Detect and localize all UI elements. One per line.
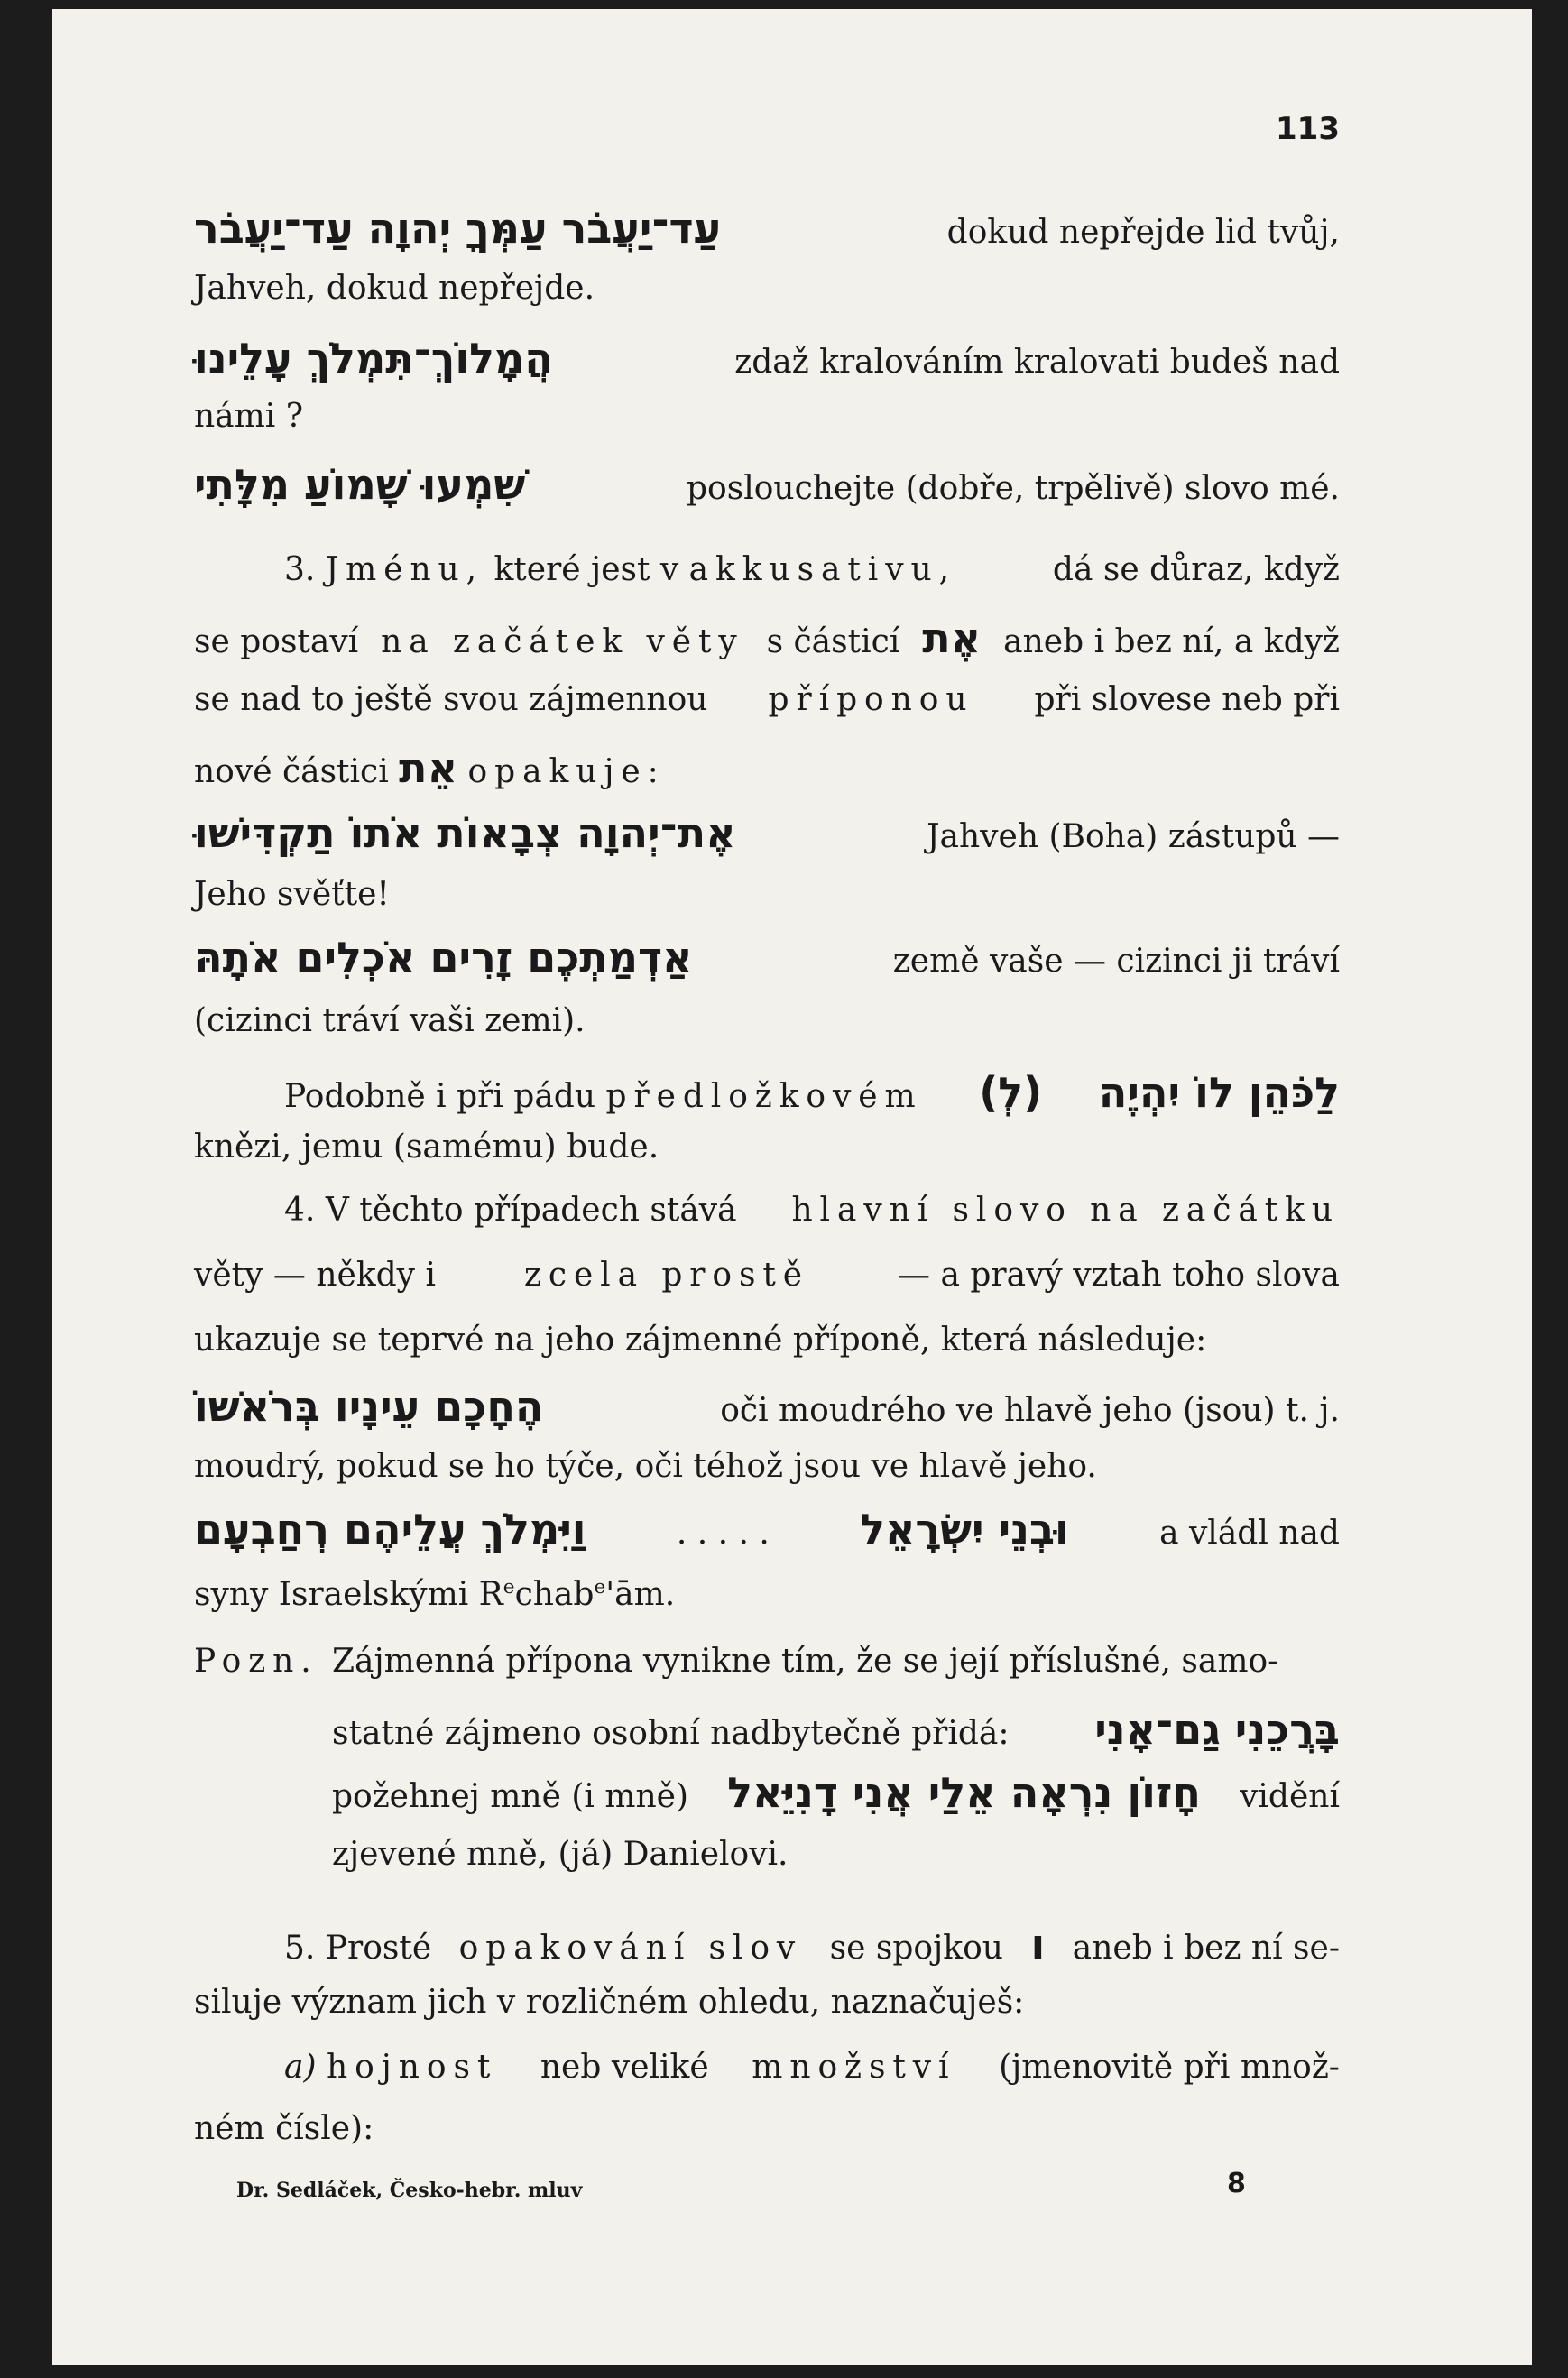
text-line: se postaví na začátek věty s částicí אֶת aneb i bez ní, a když (194, 613, 1340, 662)
ellipsis: . . . . . (676, 1515, 770, 1552)
text-line: syny Israelskými $R^echab^e'ām$. (194, 1576, 676, 1613)
text-line: (cizinci tráví vaši zemi). (194, 1002, 586, 1039)
translation: dokud nepřejde lid tvůj, (946, 214, 1340, 251)
hebrew-phrase: בָּרֲכֵנִי גַם־אָנִי (1094, 1705, 1340, 1754)
translation: oči moudrého ve hlavě jeho (jsou) t. j. (720, 1392, 1340, 1429)
spaced-term: hlavní slovo na začátku (791, 1192, 1340, 1229)
text-line (194, 935, 1340, 981)
text-line: ukazuje se teprvé na jeho zájmenné příponě, která následuje: (194, 1322, 1207, 1359)
text-line: se nad to ještě svou zájmennou příponou při slovese neb při (194, 681, 1340, 718)
text-line: Zájmenná přípona vynikne tím, že se její příslušné, samo- (332, 1643, 1279, 1680)
text-line: siluje význam jich v rozličném ohledu, naznačuješ: (194, 1984, 1025, 2021)
translation: zdaž kralováním kralovati budeš nad (734, 344, 1340, 381)
text-line: požehnej mně (i mně) חָזוֹן נִרְאָה אֵלַי אֲנִי דָנִיֵּאל vidění (332, 1768, 1340, 1817)
hebrew-phrase: וַיִּמְלֹךְ עֲלֵיהֶם רְחַבְעָם (194, 1505, 586, 1553)
text-line (194, 1384, 1340, 1430)
text-line: Podobně i při pádu předložkovém (לְ) לַכֹּהֵן לוֹ יִהְיֶה (284, 1068, 1340, 1117)
text-line: ném čísle): (194, 2110, 374, 2147)
signature-mark: 8 (1227, 2168, 1246, 2199)
translation: země vaše — cizinci ji tráví (892, 943, 1340, 980)
text-line: nové částici אֵת opakuje: (194, 743, 666, 792)
footer-author: Dr. Sedláček, Česko-hebr. mluv (236, 2179, 583, 2202)
spaced-term: Jménu, (325, 551, 484, 588)
text-line: a) hojnost neb veliké množství (jmenovitě při množ- (284, 2049, 1340, 2086)
hebrew-phrase: עַד־יַעֲבֹר עַמְּךָ יְהוָה עַד־יַעֲבֹר (194, 204, 722, 253)
translation: Jahveh (Boha) zástupů — (927, 818, 1340, 855)
hebrew-phrase: אֶת־יְהוָה צְבָאוֹת אֹתוֹ תַקְדִּישׁוּ (194, 808, 736, 857)
hebrew-word: ו (1030, 1920, 1046, 1968)
spaced-term: hojnost (326, 2049, 498, 2086)
text-line: 3. Jménu, které jest v akkusativu, dá se důraz, když (284, 551, 1340, 588)
text-line (194, 462, 1340, 508)
hebrew-phrase: הֶחָכָם עֵינָיו בְּרֹאשׁוֹ (194, 1382, 544, 1431)
page-number: 113 (1276, 111, 1340, 147)
spaced-term: množství (752, 2049, 956, 2086)
hebrew-phrase: שִׁמְעוּ שָׁמוֹעַ מִלָּתִי (194, 460, 526, 509)
note-label: Pozn. (194, 1643, 318, 1680)
text-line: Jeho svěťte! (194, 876, 390, 913)
spaced-term: opakování slov (458, 1930, 803, 1967)
text-line: 5. Prosté opakování slov se spojkou ו aneb i bez ní se- (284, 1920, 1340, 1968)
hebrew-word: אֶת (922, 613, 982, 662)
hebrew-phrase: אַדְמַתְכֶם זָרִים אֹכְלִים אֹתָהּ (194, 933, 693, 982)
spaced-term: akkusativu, (688, 551, 956, 588)
text-line (194, 1507, 1340, 1553)
text-line: věty — někdy i zcela prostě — a pravý vztah toho slova (194, 1257, 1340, 1294)
spaced-term: příponou (768, 681, 974, 718)
spaced-term: na začátek věty (381, 623, 744, 660)
hebrew-phrase: הֲמָלוֹךְ־תִּמְלֹךְ עָלֵינוּ (194, 334, 553, 383)
text-line (194, 810, 1340, 856)
text-line: zjevené mně, (já) Danielovi. (332, 1836, 789, 1873)
hebrew-phrase: וּבְנֵי יִשְׂרָאֵל (860, 1505, 1069, 1553)
text-line (194, 336, 1340, 382)
text-line: 4. V těchto případech stává hlavní slovo na začátku (284, 1192, 1340, 1229)
spaced-term: opakuje: (467, 753, 666, 790)
text-line (194, 206, 1340, 252)
translation: a vládl nad (1159, 1515, 1340, 1552)
text-line: Jahveh, dokud nepřejde. (194, 270, 595, 307)
hebrew-phrase: לַכֹּהֵן לוֹ יִהְיֶה (1098, 1068, 1340, 1117)
text-line: knězi, jemu (samému) bude. (194, 1129, 659, 1166)
spaced-term: předložkovém (605, 1078, 923, 1115)
hebrew-word: אֵת (399, 743, 458, 792)
translation: poslouchejte (dobře, trpělivě) slovo mé. (687, 470, 1340, 507)
text-line: statné zájmeno osobní nadbytečně přidá: בָּרֲכֵנִי גַם־אָנִי (332, 1705, 1340, 1754)
hebrew-phrase: חָזוֹן נִרְאָה אֵלַי אֲנִי דָנִיֵּאל (727, 1768, 1201, 1817)
hebrew-word: (לְ) (979, 1068, 1043, 1117)
spaced-term: zcela prostě (523, 1257, 810, 1294)
text-line: námi ? (194, 398, 304, 435)
text-line: moudrý, pokud se ho týče, oči téhož jsou ve hlavě jeho. (194, 1448, 1097, 1485)
